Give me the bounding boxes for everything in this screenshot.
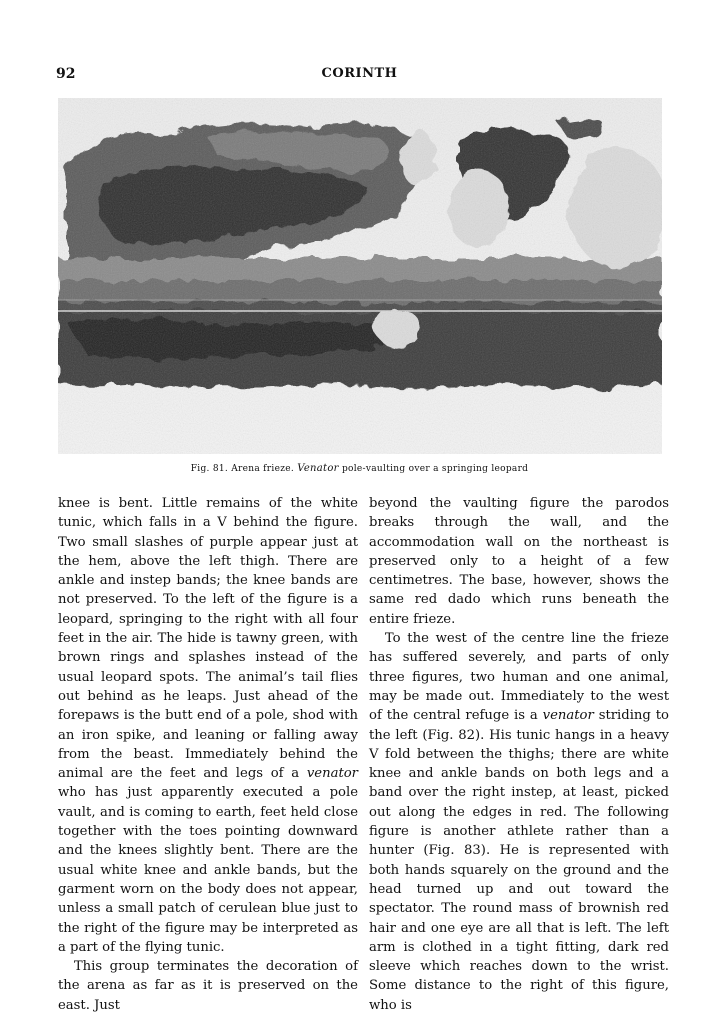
right-p2-text-a: To the west of the centre line the frieze has suffered severely, and parts of only three figures, two human and one animal, may be made out. Immediately to the west of the central refuge is a (369, 631, 669, 724)
caption-italic: Venator (297, 463, 339, 474)
page-number: 92 (56, 66, 76, 82)
frieze-photo-svg (58, 98, 662, 454)
left-p1-text: knee is bent. Little remains of the white tunic, which falls in a V behind the figure. Two small slashes of purple appear just at the hem, above the left thigh. There are ankle and instep bands; the knee bands are not preserved. To the left of the figure is a leopard, springing to the right with all four feet in the air. The hide is tawny green, with brown rings and splashes instead of the usual leopard spots. The animal’s tail flies out behind as he leaps. Just ahead of the forepaws is the butt end of a pole, shod with an iron spike, and leaning or falling away from the beast. Immediately behind the animal are the feet and legs of a (58, 496, 358, 782)
right-p2-text-b: striding to the left (Fig. 82). His tunic hangs in a heavy V fold between the thighs; there are white knee and ankle bands on both legs and a band over the right instep, at least, picked out along the edges in red. The following figure is another athlete rather than a hunter (Fig. 83). He is represented with both hands squarely on the ground and the head turned up and out toward the spectator. The round mass of brownish red hair and one eye are all that is left. The left arm is clothed in a tight fitting, dark red sleeve which reaches down to the wrist. Some distance to the right of this figure, who is (369, 708, 669, 1013)
right-paragraph-2 (369, 629, 669, 1015)
running-title: CORINTH (321, 66, 398, 81)
right-paragraph-1: beyond the vaulting figure the parodos breaks through the wall, and the accommodation wall on the northeast is preserved only to a height of a few centimetres. The base, however, shows the same red dado which runs beneath the entire frieze. (369, 496, 669, 627)
left-p1-italic: venator (306, 766, 358, 782)
caption-suffix: pole-vaulting over a springing leopard (341, 464, 529, 474)
caption-prefix: Fig. 81. Arena frieze. (190, 464, 295, 474)
figure-arena-frieze-photo (58, 98, 662, 454)
left-paragraph-1 (58, 494, 358, 957)
figure-caption (0, 463, 719, 474)
right-p2-italic: venator (542, 708, 594, 724)
left-p1-rest: who has just apparently executed a pole vault, and is coming to earth, feet held close together with the toes pointing downward and the knees slightly bent. There are the usual white knee and ankle bands, but the garment worn on the body does not appear, unless a small patch of cerulean blue just to the right of the figure may be interpreted as a part of the flying tunic. (58, 785, 358, 955)
left-column (58, 494, 358, 1015)
right-column (369, 494, 669, 1015)
left-paragraph-2: This group terminates the decoration of the arena as far as it is preserved on the east. Just (58, 959, 358, 1013)
